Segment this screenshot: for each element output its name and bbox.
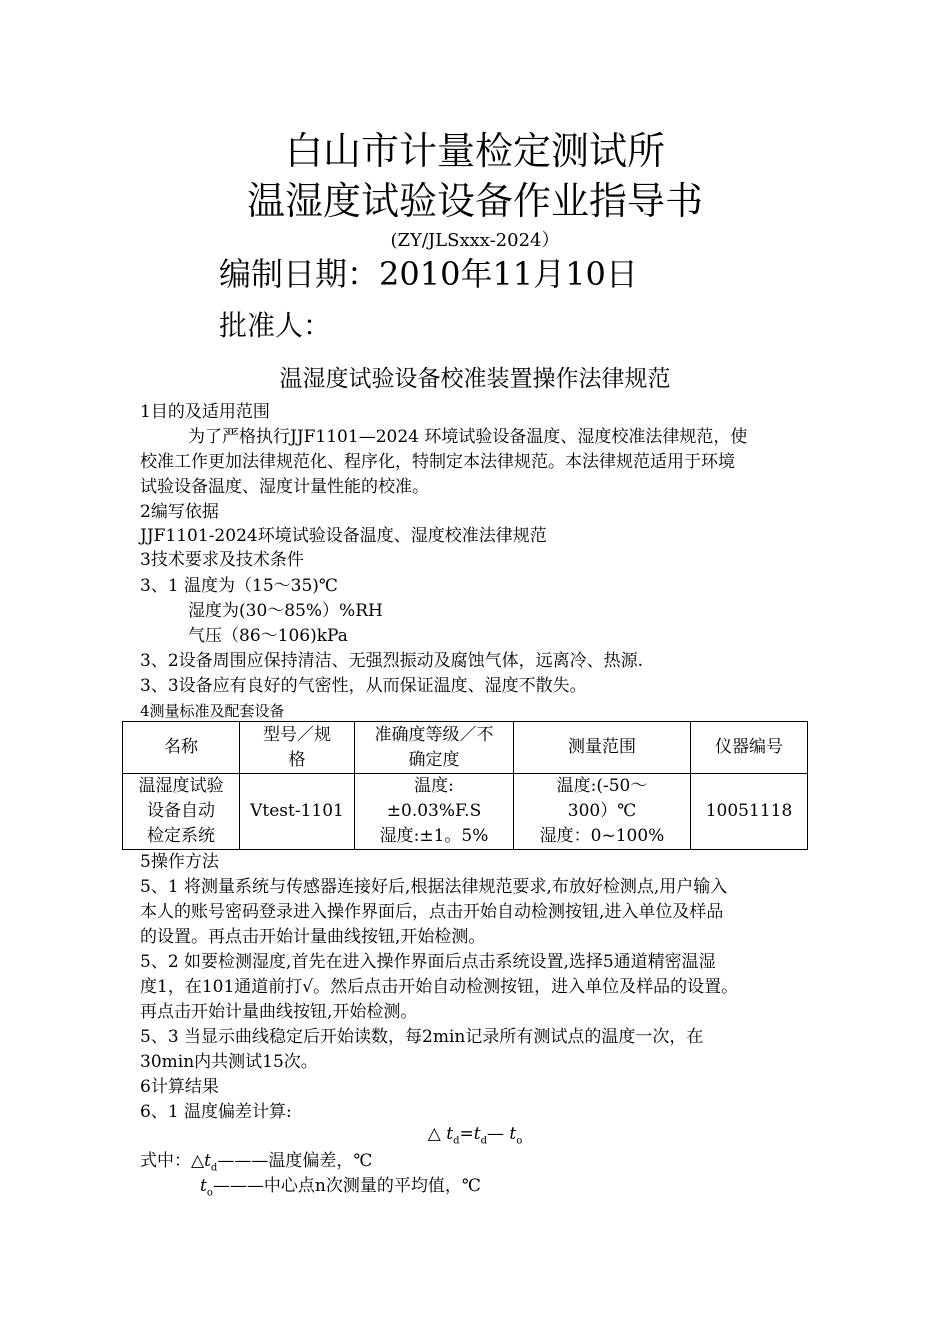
legend-text: ——温度偏差，℃: [234, 1151, 373, 1171]
legend-sub-o: o: [206, 1187, 213, 1199]
paragraph-line: 再点击开始计量曲线按钮,开始检测。: [140, 1002, 418, 1022]
section-title: 温湿度试验设备校准装置操作法律规范: [279, 366, 671, 392]
deviation-formula: [0, 1124, 950, 1146]
section-1-heading: 1目的及适用范围: [140, 402, 270, 422]
doc-main-title: 温湿度试验设备作业指导书: [246, 179, 703, 223]
table-header-cell: 名称: [123, 722, 240, 774]
formula-t: t: [446, 1124, 454, 1144]
equipment-table: [122, 721, 808, 850]
table-cell-range: 温度:(-50～ 300）℃ 湿度：0~100%: [514, 774, 691, 850]
date-line: 编制日期：2010年11月10日: [219, 255, 638, 293]
doc-code: (ZY/JLSxxx-2024）: [390, 230, 560, 251]
paragraph-line: 30min内共测试15次。: [140, 1052, 318, 1072]
formula-legend-line: [200, 1174, 481, 1205]
list-line: 气压（86～106)kPa: [188, 626, 348, 646]
paragraph-line: 5、3 当显示曲线稳定后开始读数，每2min记录所有测试点的温度一次，在: [140, 1027, 704, 1047]
paragraph-line: 本人的账号密码登录进入操作界面后，点击开始自动检测按钮,进入单位及样品: [140, 902, 724, 922]
formula-sub-o: o: [516, 1135, 523, 1147]
section-6-heading: 6计算结果: [140, 1077, 219, 1097]
formula-sub-d: d: [453, 1135, 460, 1147]
section-4-heading: 4测量标准及配套设备: [140, 702, 285, 720]
approver-line: 批准人：: [219, 309, 332, 342]
legend-prefix: 式中：△: [140, 1151, 205, 1171]
table-cell-id: 10051118: [691, 774, 808, 850]
legend-t: t: [200, 1176, 207, 1196]
table-header-cell: 测量范围: [514, 722, 691, 774]
legend-text: ——中心点n次测量的平均值，℃: [229, 1176, 481, 1196]
paragraph-line: JJF1101-2024环境试验设备温度、湿度校准法律规范: [140, 526, 547, 546]
formula-sub-d: d: [480, 1135, 487, 1147]
formula-t: t: [473, 1124, 481, 1144]
org-title: 白山市计量检定测试所: [284, 129, 665, 173]
paragraph-line: 试验设备温度、湿度计量性能的校准。: [140, 477, 429, 497]
paragraph-line: 度1，在101通道前打√。然后点击开始自动检测按钮，进入单位及样品的设置。: [140, 977, 739, 997]
table-header-cell: 仪器编号: [691, 722, 808, 774]
table-cell-accuracy: 温度: ±0.03%F.S 湿度:±1。5%: [355, 774, 514, 850]
list-line: 6、1 温度偏差计算:: [140, 1102, 292, 1122]
list-line: 3、1 温度为（15～35)℃: [140, 576, 338, 596]
list-line: 湿度为(30～85%）%RH: [188, 601, 383, 621]
table-header-cell: 准确度等级／不 确定度: [355, 722, 514, 774]
legend-sub-d: d: [210, 1162, 218, 1174]
table-cell-name: 温湿度试验 设备自动 检定系统: [123, 774, 240, 850]
legend-dash: —: [217, 1151, 235, 1171]
legend-t: t: [204, 1151, 211, 1171]
paragraph-line: 校准工作更加法律规范化、程序化，特制定本法律规范。本法律规范适用于环境: [140, 452, 735, 472]
formula-t: t: [509, 1124, 517, 1144]
legend-dash: —: [212, 1176, 230, 1196]
paragraph-line: 5、2 如要检测湿度,首先在进入操作界面后点击系统设置,选择5通道精密温湿: [140, 952, 716, 972]
table-header-cell: 型号／规 格: [240, 722, 355, 774]
list-line: 3、3设备应有良好的气密性，从而保证温度、湿度不散失。: [140, 676, 587, 696]
paragraph-line: 5、1 将测量系统与传感器连接好后,根据法律规范要求,布放好检测点,用户输入: [140, 877, 728, 897]
paragraph-line: 为了严格执行JJF1101—2024 环境试验设备温度、湿度校准法律规范，使: [188, 427, 748, 447]
formula-delta: △: [427, 1124, 441, 1144]
section-2-heading: 2编写依据: [140, 502, 219, 522]
list-line: 3、2设备周围应保持清洁、无强烈振动及腐蚀气体，远离冷、热源.: [140, 651, 644, 671]
section-3-heading: 3技术要求及技术条件: [140, 550, 304, 570]
formula-equals: =: [459, 1124, 474, 1144]
table-row: [123, 774, 808, 850]
section-5-heading: 5操作方法: [140, 852, 219, 872]
paragraph-line: 的设置。再点击开始计量曲线按钮,开始检测。: [140, 927, 486, 947]
table-cell-model: Vtest-1101: [240, 774, 355, 850]
formula-minus: —: [486, 1124, 504, 1144]
table-header-row: [123, 722, 808, 774]
